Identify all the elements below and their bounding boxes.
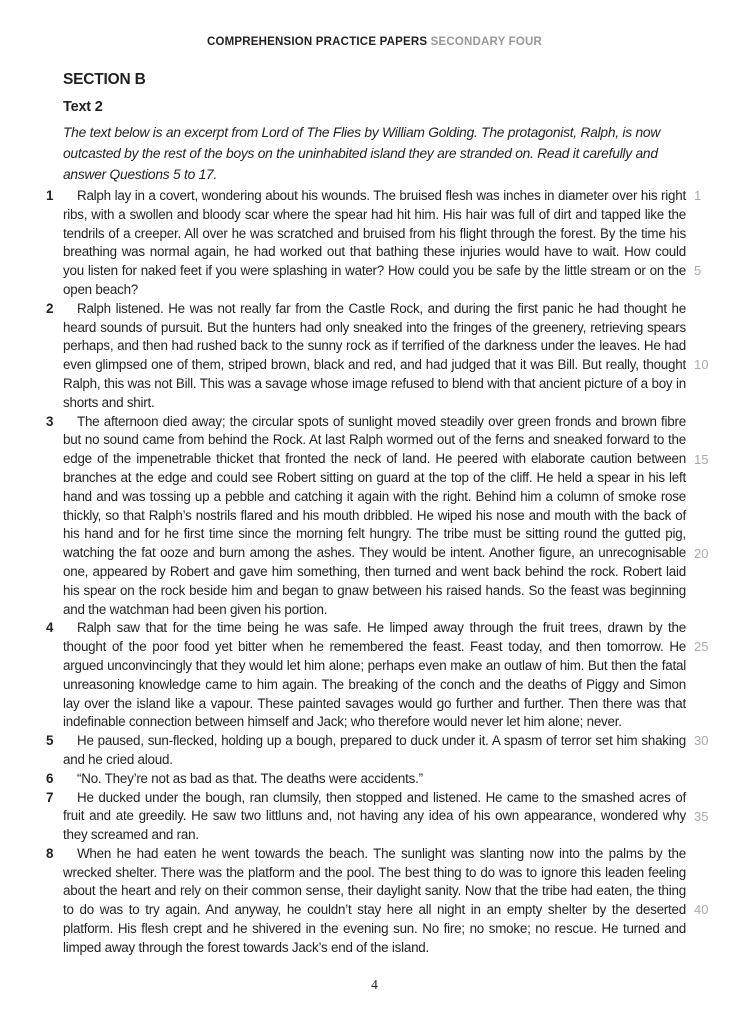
paragraph-text: He paused, sun-flecked, holding up a bough, prepared to duck under it. A spasm of terror set him shaking and he cried aloud. [63, 733, 686, 767]
line-number: 1 [694, 188, 702, 203]
line-number: 40 [694, 902, 709, 918]
paragraph-text: When he had eaten he went towards the beach. The sunlight was slanting now into the palms by the wrecked shelter. There was the platform and the pool. The best thing to do was to ignore this leaden feeling about the heart and rely on their common sense, their daylight sanity. Now that the tribe had eaten, the thing to do was to try again. And anyway, he couldn’t stay here all night in an empty shelter by the deserted platform. His flesh crept and he shivered in the evening sun. No fire; no smoke; no rescue. He turned and limped away through the forest towards Jack’s end of the island. [63, 845, 686, 955]
passage [46, 187, 726, 958]
paragraph-text: “No. They’re not as bad as that. The deaths were accidents.” [77, 770, 423, 786]
running-head-subtitle: SECONDARY FOUR [430, 36, 543, 48]
line-number: 25 [694, 638, 709, 654]
passage-paragraph [46, 300, 726, 413]
text-label: Text 2 [63, 99, 103, 115]
line-number: 35 [694, 808, 709, 824]
paragraph-number: 2 [46, 300, 54, 316]
paragraph-text: Ralph lay in a covert, wondering about his wounds. The bruised flesh was inches in diameter over his right ribs, with a swollen and bloody scar where the spear had hit him. His hair was full of dirt and tapped like the tendrils of a creeper. All over he was scratched and bruised from his flight through the forest. By the time his breathing was normal again, he had worked out that bathing these injuries would have to wait. How could you listen for naked feet if you were splashing in water? How could you be safe by the little stream or on the open beach? [63, 188, 686, 297]
passage-paragraph [46, 187, 726, 300]
line-number: 20 [694, 545, 709, 561]
running-head-title: COMPREHENSION PRACTICE PAPERS [206, 36, 428, 48]
page-number: 4 [371, 977, 378, 992]
paragraph-number: 7 [46, 789, 54, 805]
passage-paragraph [46, 845, 726, 958]
paragraph-number: 8 [46, 845, 54, 861]
passage-paragraph [46, 619, 726, 732]
line-number: 30 [694, 732, 709, 748]
paragraph-text: Ralph saw that for the time being he was safe. He limped away through the fruit trees, drawn by the thought of the poor food yet bitter when he remembered the feast. Feast today, and then tomorrow. He argued unconvincingly that they would let him alone; perhaps even make an outlaw of him. But then the fatal unreasoning knowledge came to him again. The breaking of the conch and the deaths of Piggy and Simon lay over the island like a vapour. These painted savages would go further and further. Then there was that indefinable connection between himself and Jack; who therefore would never let him alone; never. [63, 620, 686, 730]
paragraph-number: 6 [46, 770, 54, 786]
paragraph-text: The afternoon died away; the circular spots of sunlight moved steadily over green fronds and brown fibre but no sound came from behind the Rock. At last Ralph wormed out of the ferns and sneaked forward to the edge of the impenetrable thicket that fronted the neck of land. He peered with elaborate caution between branches at the edge and could see Robert sitting on guard at the top of the cliff. He held a spear in his left hand and was tossing up a pebble and catching it again with the right. Behind him a column of smoke rose thickly, so that Ralph’s nostrils flared and his mouth dribbled. He wiped his nose and mouth with the back of his hand and for he first time since the morning felt hungry. The tribe must be sitting round the gutted pig, watching the fat ooze and burn among the ashes. They would be intent. Another figure, an unrecognisable one, appeared by Robert and gave him something, then turned and went back behind the rock. Robert laid his spear on the rock beside him and began to gnaw between his raised hands. So the feast was beginning and the watchman had been given his portion. [63, 413, 686, 617]
paragraph-number: 5 [46, 733, 54, 749]
line-number: 5 [694, 263, 702, 279]
passage-paragraph [46, 732, 726, 770]
paragraph-number: 1 [46, 188, 54, 203]
section-heading: SECTION B [63, 71, 146, 88]
line-number: 15 [694, 451, 709, 467]
line-number: 10 [694, 357, 709, 373]
paragraph-number: 4 [46, 620, 54, 636]
passage-paragraph [46, 413, 726, 620]
paragraph-text: He ducked under the bough, ran clumsily, then stopped and listened. He came to the smashed acres of fruit and ate greedily. He saw two littluns and, not having any idea of his own appearance, wondered why they screamed and ran. [63, 789, 686, 843]
passage-paragraph [46, 789, 726, 845]
passage-paragraph [46, 770, 726, 789]
paragraph-text: Ralph listened. He was not really far from the Castle Rock, and during the first panic he had thought he heard sounds of pursuit. But the hunters had only sneaked into the fringes of the greenery, retrieving spears perhaps, and then had rushed back to the sunny rock as if terrified of the darkness under the leaves. He had even glimpsed one of them, striped brown, black and red, and had judged that it was Bill. But really, thought Ralph, this was not Bill. This was a savage whose image refused to blend with that ancient picture of a boy in shorts and shirt. [63, 300, 686, 410]
intro-text: The text below is an excerpt from Lord of The Flies by William Golding. The protagonist, Ralph, is now outcasted by the rest of the boys on the uninhabited island they are stranded on. Read it carefully and answer Questions 5 to 17. [63, 125, 661, 182]
paragraph-number: 3 [46, 413, 54, 429]
running-head [0, 36, 749, 48]
